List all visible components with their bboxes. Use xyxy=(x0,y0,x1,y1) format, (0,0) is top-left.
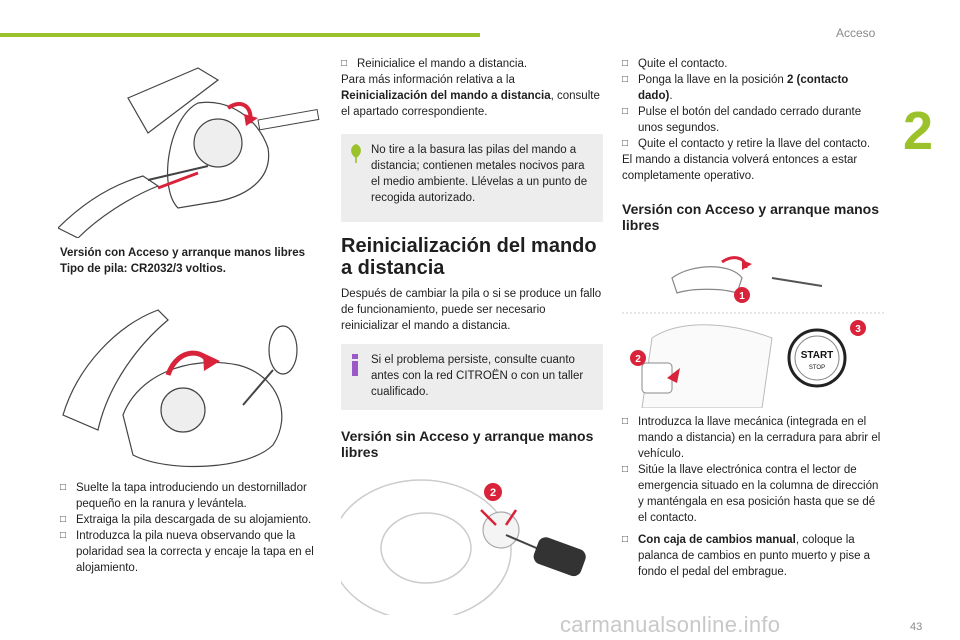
reference-link-text: Reinicialización del mando a distancia xyxy=(341,90,551,102)
reinit-heading: Reinicialización del mando a distancia xyxy=(341,235,597,279)
info-icon xyxy=(349,354,361,376)
environment-note-text: No tire a la basura las pilas del mando a distancia; contienen metales nocivos para el medio ambiente. Llévelas a un punto de recogida autorizado. xyxy=(371,144,588,204)
callout-number: 3 xyxy=(855,324,861,335)
handsfree-heading: Versión con Acceso y arranque manos libres xyxy=(622,201,880,233)
stop-label: STOP xyxy=(808,365,826,371)
step-item: □ Suelte la tapa introduciendo un destornillador pequeño en la ranura y levántela. xyxy=(60,480,322,512)
info-note xyxy=(341,344,603,410)
callout-number: 2 xyxy=(489,487,497,499)
step-emphasis: 2 (contacto dado) xyxy=(638,74,849,102)
top-accent-bar xyxy=(0,33,480,37)
info-note-text: Si el problema persiste, consulte cuanto antes con la red CITROËN o con un taller cualificado. xyxy=(371,354,584,398)
start-label: START xyxy=(800,350,834,361)
environment-note xyxy=(341,134,603,222)
reinit-steps xyxy=(622,56,884,184)
leaf-icon xyxy=(348,142,364,164)
step-item: □ Sitúe la llave electrónica contra el lector de emergencia situado en la columna de dirección y manténgala en esa posición hasta que se dé el contacto. xyxy=(622,462,884,526)
step-item xyxy=(622,72,884,104)
reference-paragraph xyxy=(341,72,603,120)
key-fob-battery-illustration-2 xyxy=(58,305,328,475)
ignition-key-illustration xyxy=(341,470,603,615)
caption-line: Versión con Acceso y arranque manos libres xyxy=(60,247,306,259)
step-item: □ Extraiga la pila descargada de su alojamiento. xyxy=(60,512,322,528)
callout-number: 2 xyxy=(635,354,641,365)
step-item: □ Quite el contacto y retire la llave del contacto. xyxy=(622,136,884,152)
callout-number: 1 xyxy=(739,291,745,302)
section-label: Acceso xyxy=(836,26,876,40)
step-item: □ Introduzca la pila nueva observando que la polaridad sea la correcta y encaje la tapa en el alojamiento. xyxy=(60,528,322,576)
reference-text: , consulte el apartado correspondiente. xyxy=(341,90,600,118)
step-text: . xyxy=(669,90,673,102)
reinit-intro xyxy=(341,56,603,120)
step-item: □ Introduzca la llave mecánica (integrada en el mando a distancia) en la cerradura para abrir el vehículo. xyxy=(622,414,884,462)
step-text: , coloque la palanca de cambios en punto muerto y pise a fondo el pedal del embrague. xyxy=(638,534,871,578)
step-item: □ Quite el contacto. xyxy=(622,56,884,72)
step-text: Ponga la llave en la posición xyxy=(638,74,787,86)
chapter-number: 2 xyxy=(903,101,934,161)
step-item: □ Pulse el botón del candado cerrado durante unos segundos. xyxy=(622,104,884,136)
battery-caption xyxy=(60,245,322,277)
reinit-paragraph: Después de cambiar la pila o si se produce un fallo de funcionamiento, puede ser necesario reinicializar el mando a distancia. xyxy=(341,288,602,332)
caption-line: Tipo de pila: CR2032/3 voltios. xyxy=(60,263,226,275)
step-item: □ Reinicialice el mando a distancia. xyxy=(341,56,603,72)
battery-steps xyxy=(60,480,322,576)
non-handsfree-heading: Versión sin Acceso y arranque manos libres xyxy=(341,428,594,460)
handsfree-reinit-illustration xyxy=(622,248,884,408)
watermark-url: carmanualsonline.info xyxy=(560,612,781,637)
step-emphasis: Con caja de cambios manual xyxy=(638,534,796,546)
handsfree-steps xyxy=(622,414,884,580)
key-fob-battery-illustration-1 xyxy=(58,58,328,238)
step-item xyxy=(622,532,884,580)
page-number: 43 xyxy=(910,621,923,633)
reference-text: Para más información relativa a la xyxy=(341,74,515,86)
result-paragraph: El mando a distancia volverá entonces a estar completamente operativo. xyxy=(622,154,858,182)
